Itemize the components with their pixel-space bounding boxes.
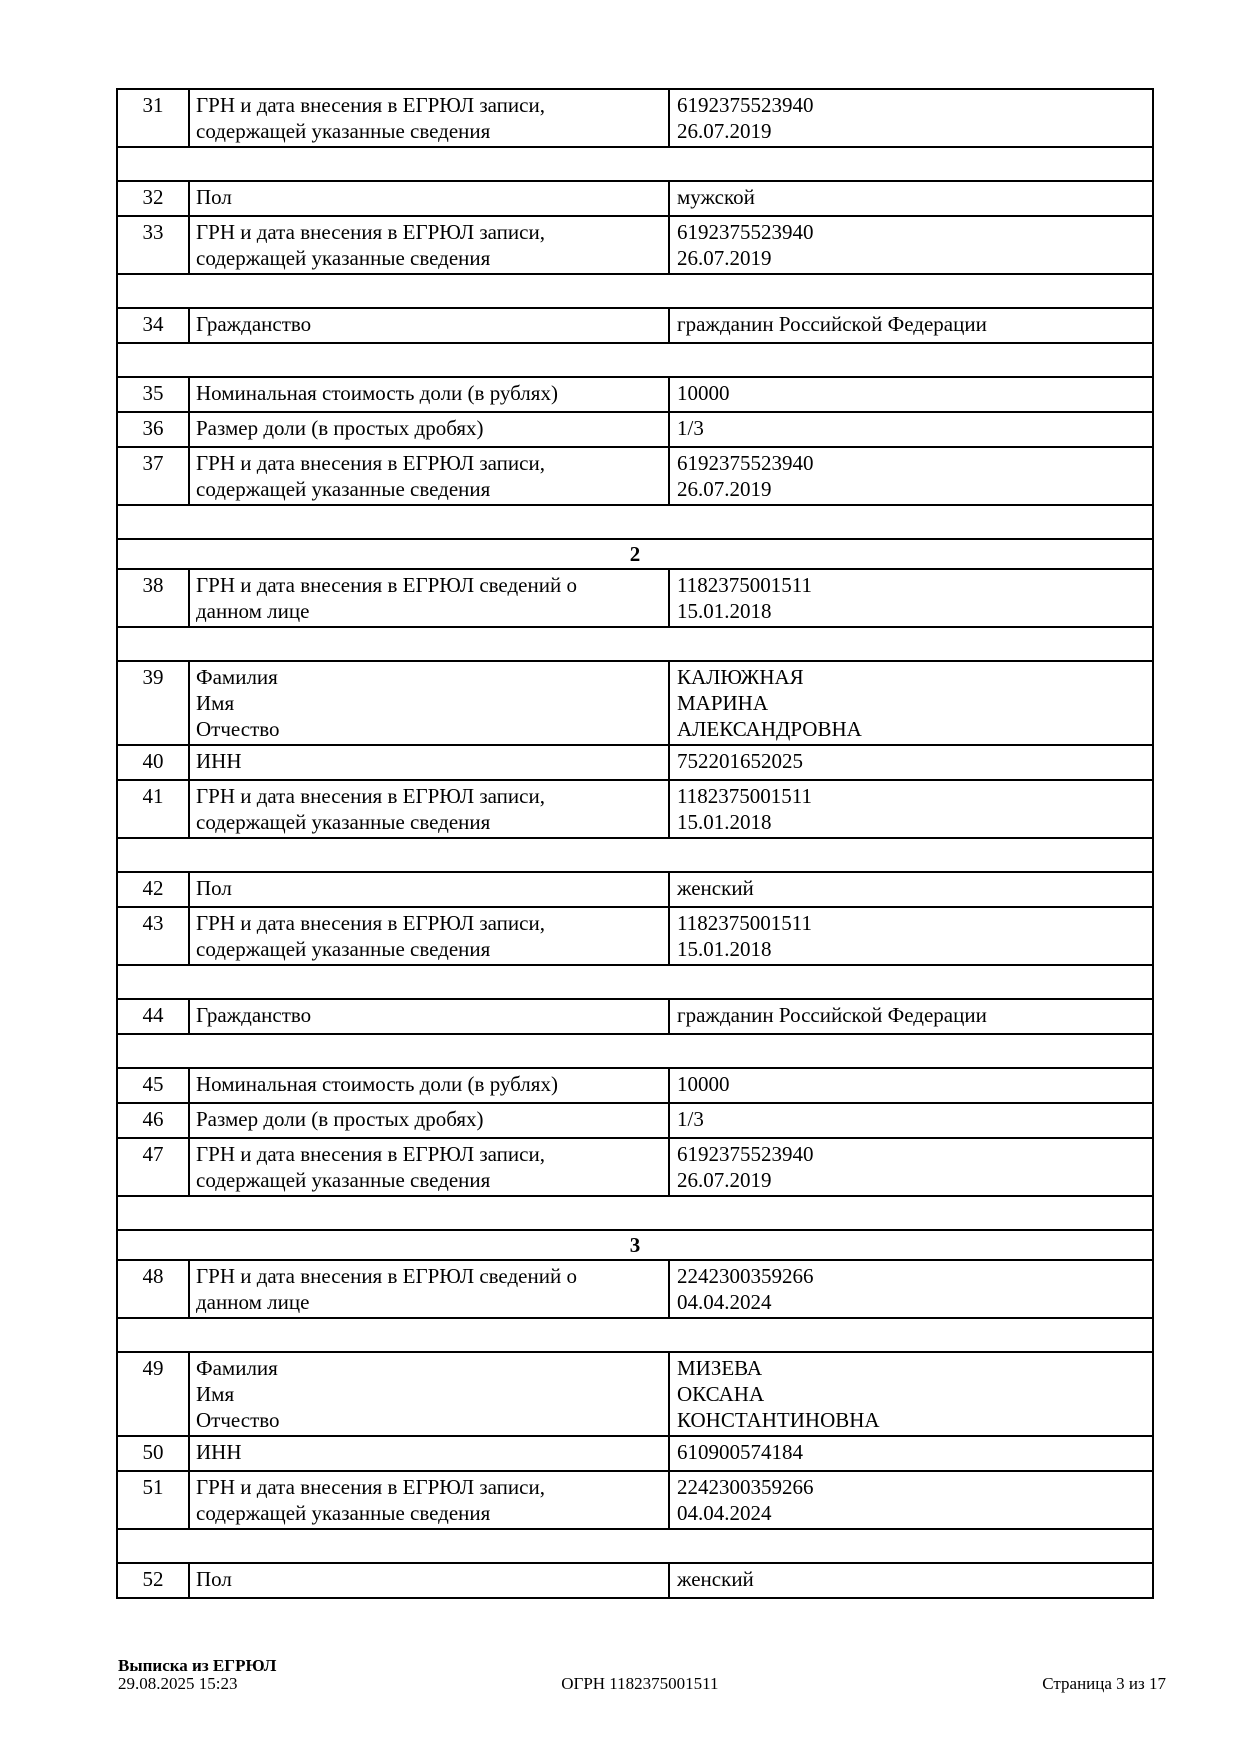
row-number-cell: 48 — [117, 1260, 189, 1318]
row-number-cell: 39 — [117, 661, 189, 745]
table-row — [117, 377, 1153, 412]
value-cell: 1/3 — [669, 1103, 1153, 1138]
row-number-cell: 51 — [117, 1471, 189, 1529]
value-cell: 2242300359266 04.04.2024 — [669, 1260, 1153, 1318]
label-cell: Пол — [189, 1563, 669, 1598]
label-cell: Гражданство — [189, 999, 669, 1034]
row-number-cell: 40 — [117, 745, 189, 780]
row-number-cell: 32 — [117, 181, 189, 216]
value-cell: 6192375523940 26.07.2019 — [669, 447, 1153, 505]
spacer-cell — [117, 505, 1153, 539]
footer-ogrn: ОГРН 1182375001511 — [561, 1674, 719, 1693]
row-number-cell: 44 — [117, 999, 189, 1034]
value-cell: 2242300359266 04.04.2024 — [669, 1471, 1153, 1529]
label-cell: Размер доли (в простых дробях) — [189, 412, 669, 447]
page-footer — [118, 1657, 1166, 1693]
footer-datetime: 29.08.2025 15:23 — [118, 1674, 238, 1693]
label-cell: ИНН — [189, 745, 669, 780]
row-number-cell: 38 — [117, 569, 189, 627]
value-cell: 10000 — [669, 377, 1153, 412]
spacer-row — [117, 1034, 1153, 1068]
table-row — [117, 1138, 1153, 1196]
spacer-row — [117, 1196, 1153, 1230]
row-number-cell: 31 — [117, 89, 189, 147]
table-row — [117, 1352, 1153, 1436]
spacer-row — [117, 343, 1153, 377]
section-header-cell: 3 — [117, 1230, 1153, 1260]
value-cell: 1/3 — [669, 412, 1153, 447]
table-row — [117, 1563, 1153, 1598]
spacer-cell — [117, 627, 1153, 661]
label-cell: Фамилия Имя Отчество — [189, 661, 669, 745]
table-row — [117, 1260, 1153, 1318]
value-cell: 1182375001511 15.01.2018 — [669, 907, 1153, 965]
label-cell: ГРН и дата внесения в ЕГРЮЛ сведений о данном лице — [189, 1260, 669, 1318]
spacer-cell — [117, 274, 1153, 308]
table-row — [117, 181, 1153, 216]
spacer-row — [117, 1529, 1153, 1563]
footer-meta-row — [118, 1675, 1166, 1693]
section-header-row — [117, 1230, 1153, 1260]
table-row — [117, 308, 1153, 343]
footer-doc-title: Выписка из ЕГРЮЛ — [118, 1656, 277, 1675]
label-cell: ГРН и дата внесения в ЕГРЮЛ записи, содержащей указанные сведения — [189, 216, 669, 274]
label-cell: Гражданство — [189, 308, 669, 343]
row-number-cell: 52 — [117, 1563, 189, 1598]
value-cell: 10000 — [669, 1068, 1153, 1103]
table-row — [117, 447, 1153, 505]
row-number-cell: 35 — [117, 377, 189, 412]
label-cell: Пол — [189, 872, 669, 907]
row-number-cell: 47 — [117, 1138, 189, 1196]
label-cell: Фамилия Имя Отчество — [189, 1352, 669, 1436]
spacer-cell — [117, 965, 1153, 999]
value-cell: МИЗЕВА ОКСАНА КОНСТАНТИНОВНА — [669, 1352, 1153, 1436]
row-number-cell: 50 — [117, 1436, 189, 1471]
spacer-cell — [117, 343, 1153, 377]
table-row — [117, 661, 1153, 745]
spacer-cell — [117, 838, 1153, 872]
label-cell: ГРН и дата внесения в ЕГРЮЛ записи, содержащей указанные сведения — [189, 780, 669, 838]
table-row — [117, 412, 1153, 447]
egrul-table-body — [117, 89, 1153, 1598]
value-cell: женский — [669, 872, 1153, 907]
table-row — [117, 780, 1153, 838]
label-cell: Номинальная стоимость доли (в рублях) — [189, 377, 669, 412]
spacer-cell — [117, 1529, 1153, 1563]
table-row — [117, 89, 1153, 147]
row-number-cell: 33 — [117, 216, 189, 274]
value-cell: 752201652025 — [669, 745, 1153, 780]
footer-page-number: Страница 3 из 17 — [1042, 1674, 1166, 1693]
section-header-row — [117, 539, 1153, 569]
table-row — [117, 745, 1153, 780]
table-row — [117, 1471, 1153, 1529]
value-cell: женский — [669, 1563, 1153, 1598]
value-cell: 610900574184 — [669, 1436, 1153, 1471]
value-cell: 6192375523940 26.07.2019 — [669, 216, 1153, 274]
row-number-cell: 45 — [117, 1068, 189, 1103]
table-row — [117, 872, 1153, 907]
section-header-cell: 2 — [117, 539, 1153, 569]
spacer-row — [117, 838, 1153, 872]
spacer-row — [117, 147, 1153, 181]
value-cell: 6192375523940 26.07.2019 — [669, 1138, 1153, 1196]
spacer-row — [117, 627, 1153, 661]
table-row — [117, 907, 1153, 965]
spacer-row — [117, 965, 1153, 999]
label-cell: Номинальная стоимость доли (в рублях) — [189, 1068, 669, 1103]
row-number-cell: 42 — [117, 872, 189, 907]
row-number-cell: 36 — [117, 412, 189, 447]
row-number-cell: 49 — [117, 1352, 189, 1436]
table-row — [117, 1103, 1153, 1138]
value-cell: гражданин Российской Федерации — [669, 308, 1153, 343]
label-cell: ГРН и дата внесения в ЕГРЮЛ записи, содержащей указанные сведения — [189, 1471, 669, 1529]
row-number-cell: 46 — [117, 1103, 189, 1138]
table-row — [117, 569, 1153, 627]
row-number-cell: 37 — [117, 447, 189, 505]
label-cell: ГРН и дата внесения в ЕГРЮЛ записи, содержащей указанные сведения — [189, 907, 669, 965]
spacer-cell — [117, 1318, 1153, 1352]
row-number-cell: 41 — [117, 780, 189, 838]
value-cell: 6192375523940 26.07.2019 — [669, 89, 1153, 147]
value-cell: мужской — [669, 181, 1153, 216]
spacer-cell — [117, 1196, 1153, 1230]
table-row — [117, 999, 1153, 1034]
label-cell: Размер доли (в простых дробях) — [189, 1103, 669, 1138]
value-cell: 1182375001511 15.01.2018 — [669, 780, 1153, 838]
label-cell: ГРН и дата внесения в ЕГРЮЛ сведений о данном лице — [189, 569, 669, 627]
label-cell: ГРН и дата внесения в ЕГРЮЛ записи, содержащей указанные сведения — [189, 89, 669, 147]
table-row — [117, 216, 1153, 274]
value-cell: гражданин Российской Федерации — [669, 999, 1153, 1034]
table-row — [117, 1436, 1153, 1471]
value-cell: 1182375001511 15.01.2018 — [669, 569, 1153, 627]
egrul-table — [116, 88, 1154, 1599]
value-cell: КАЛЮЖНАЯ МАРИНА АЛЕКСАНДРОВНА — [669, 661, 1153, 745]
spacer-row — [117, 1318, 1153, 1352]
row-number-cell: 43 — [117, 907, 189, 965]
spacer-cell — [117, 147, 1153, 181]
spacer-row — [117, 505, 1153, 539]
label-cell: ГРН и дата внесения в ЕГРЮЛ записи, содержащей указанные сведения — [189, 447, 669, 505]
spacer-cell — [117, 1034, 1153, 1068]
label-cell: ГРН и дата внесения в ЕГРЮЛ записи, содержащей указанные сведения — [189, 1138, 669, 1196]
table-row — [117, 1068, 1153, 1103]
row-number-cell: 34 — [117, 308, 189, 343]
label-cell: ИНН — [189, 1436, 669, 1471]
spacer-row — [117, 274, 1153, 308]
label-cell: Пол — [189, 181, 669, 216]
